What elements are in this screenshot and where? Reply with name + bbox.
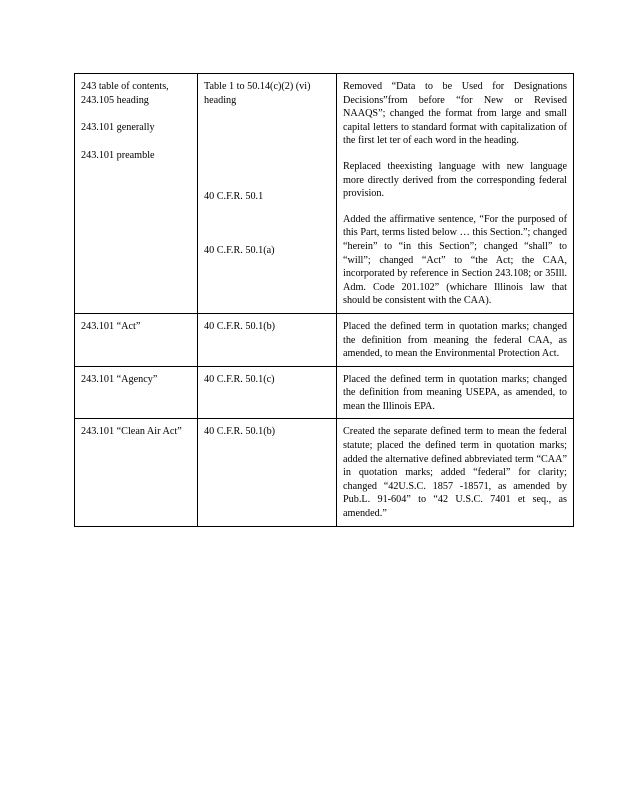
source-cell: [198, 313, 337, 366]
table-row: [75, 313, 574, 366]
section-text: 243.101 “Clean Air Act”: [81, 426, 182, 438]
change-text: Replaced theexisting language with new language more directly derived from the corresponding federal provision.: [343, 160, 567, 200]
source-cell: [198, 74, 337, 314]
section-text: 243.101 “Act”: [81, 320, 141, 332]
section-cell: [75, 313, 198, 366]
change-text: Added the affirmative sentence, “For the purposed of this Part, terms listed below … this Section.”; changed “herein” to “in this Section”; changed “shall” to “will”; changed “Act” to “the Act; the CAA, incorporated by reference in Section 243.108; or 35Ill. Adm. Code 201.102” (whichare Illinois law that should be consistent with the CAA).: [343, 213, 567, 307]
derivation-table: [74, 73, 574, 527]
change-cell: [337, 74, 574, 314]
table-row: [75, 74, 574, 314]
change-text: Placed the defined term in quotation marks; changed the definition from meaning USEPA, as amended, to mean the Illinois EPA.: [343, 373, 567, 412]
source-text: 40 C.F.R. 50.1(b): [204, 320, 276, 332]
section-cell: [75, 366, 198, 419]
section-text: 243.101 “Agency”: [81, 373, 158, 385]
source-text: Table 1 to 50.14(c)(2) (vi) heading: [204, 81, 311, 106]
change-cell: [337, 419, 574, 526]
section-cell: [75, 419, 198, 526]
section-text: 243 table of contents, 243.105 heading: [81, 81, 169, 106]
source-cell: [198, 419, 337, 526]
change-text: Created the separate defined term to mean the federal statute; placed the defined term in quotation marks; added the alternative defined abbreviated term “CAA” in quotation marks; added “federal” for clarity; changed “42U.S.C. 1857 -18571, as amended by Pub.L. 91-604” to “42 U.S.C. 7401 et seq., as amended.”: [343, 426, 567, 520]
change-cell: [337, 313, 574, 366]
source-text: 40 C.F.R. 50.1(b): [204, 426, 276, 438]
section-text: 243.101 generally: [81, 122, 155, 134]
source-text: 40 C.F.R. 50.1(a): [204, 245, 275, 256]
source-cell: [198, 366, 337, 419]
section-text: 243.101 preamble: [81, 150, 155, 162]
section-cell: [75, 74, 198, 314]
change-text: Placed the defined term in quotation marks; changed the definition from meaning the federal CAA, as amended, to mean the Environmental Protection Act.: [343, 320, 567, 360]
change-cell: [337, 366, 574, 419]
table-row: [75, 366, 574, 419]
source-text: 40 C.F.R. 50.1(c): [204, 373, 275, 385]
source-text: 40 C.F.R. 50.1: [204, 191, 264, 202]
change-text: Removed “Data to be Used for Designations Decisions”from before “for New or Revised NAAQS”; changed the format from large and small capital letters to standard format with capitalization of the first let ter of each word in the heading.: [343, 81, 567, 147]
table-row: [75, 419, 574, 526]
